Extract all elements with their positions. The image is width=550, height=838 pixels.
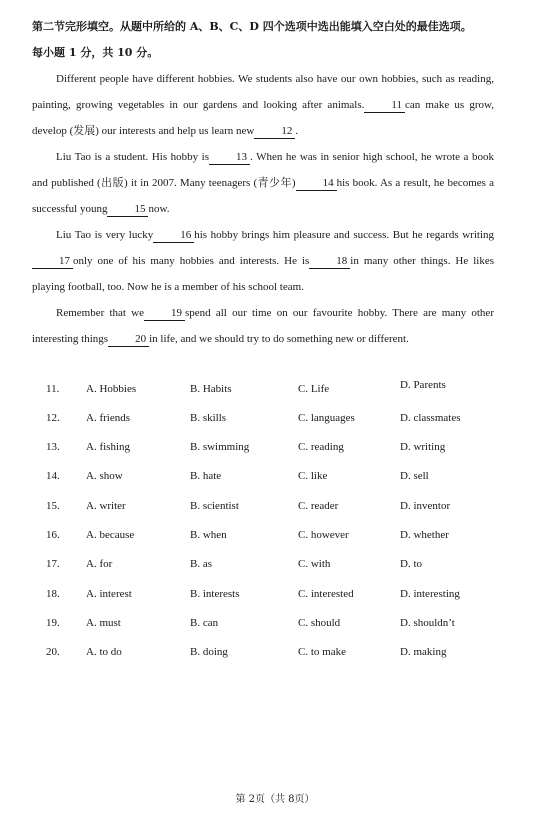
question-row-20	[0, 646, 550, 666]
option-b: B. as	[190, 558, 212, 570]
option-b: B. interests	[190, 588, 240, 600]
passage-text: Liu Tao is very lucky	[56, 229, 154, 241]
option-b: B. when	[190, 529, 227, 541]
passage-text: now.	[148, 203, 170, 215]
option-a: A. must	[86, 617, 121, 629]
question-number: 20.	[46, 646, 60, 658]
option-d: D. writing	[400, 441, 446, 453]
passage-paragraph-2	[32, 144, 494, 222]
passage-text: . When he was in senior high school, he wrote a book and published (出版) it in 2007. Many teenagers (青少年)	[32, 151, 494, 189]
passage-text: .	[295, 125, 299, 137]
question-number: 11.	[46, 383, 60, 395]
question-row-17	[0, 558, 550, 578]
question-number: 19.	[46, 617, 60, 629]
question-number: 13.	[46, 441, 60, 453]
option-d: D. making	[400, 646, 447, 658]
passage-text: his hobby brings him pleasure and success. But he regards writing	[194, 229, 495, 241]
question-row-16	[0, 529, 550, 549]
cloze-passage	[32, 66, 494, 352]
blank-11: 11	[364, 98, 405, 113]
option-c: C. should	[298, 617, 341, 629]
passage-paragraph-1	[32, 66, 494, 144]
passage-text: Different people have different hobbies. We students also have our own hobbies, such as reading, painting, growing vegetables in our gardens and looking after animals.	[32, 73, 494, 111]
option-a: A. because	[86, 529, 135, 541]
option-d: D. shouldn’t	[400, 617, 455, 629]
option-c: C. Life	[298, 383, 330, 395]
blank-14: 14	[296, 176, 337, 191]
option-c: C. like	[298, 470, 328, 482]
passage-text: Liu Tao is a student. His hobby is	[56, 151, 210, 163]
question-row-15	[0, 500, 550, 520]
option-c: C. languages	[298, 412, 355, 424]
blank-12: 12	[254, 124, 295, 139]
blank-15: 15	[107, 202, 148, 217]
question-number: 12.	[46, 412, 60, 424]
question-number: 17.	[46, 558, 60, 570]
option-d: D. sell	[400, 470, 429, 482]
passage-text: only one of his many hobbies and interests. He is	[73, 255, 310, 267]
question-row-11	[0, 379, 550, 403]
option-c: C. however	[298, 529, 349, 541]
blank-19: 19	[144, 306, 185, 321]
passage-text: spend all our time on our favourite hobby. There are many other interesting things	[32, 307, 494, 345]
question-row-14	[0, 470, 550, 490]
blank-18: 18	[309, 254, 350, 269]
question-number: 14.	[46, 470, 60, 482]
option-c: C. interested	[298, 588, 354, 600]
section-header	[32, 14, 522, 66]
passage-text: his book. As a result, he becomes a successful young	[32, 177, 495, 215]
option-b: B. swimming	[190, 441, 250, 453]
section-scoring: 每小题 1 分，共 10 分。	[32, 46, 159, 59]
passage-text: in life, and we should try to do something new or different.	[149, 333, 409, 345]
question-number: 18.	[46, 588, 60, 600]
option-a: A. to do	[86, 646, 122, 658]
passage-paragraph-3	[32, 222, 494, 300]
section-instructions: 第二节完形填空。从题中所给的 A、B、C、D 四个选项中选出能填入空白处的最佳选项。	[32, 20, 472, 33]
option-d: D. to	[400, 558, 422, 570]
option-c: C. reader	[298, 500, 339, 512]
option-d: D. inventor	[400, 500, 451, 512]
blank-13: 13	[209, 150, 250, 165]
option-b: B. skills	[190, 412, 227, 424]
option-b: B. can	[190, 617, 219, 629]
option-a: A. Hobbies	[86, 383, 137, 395]
option-b: B. doing	[190, 646, 228, 658]
passage-text: can make us grow, develop (发展) our interests and help us learn new	[32, 99, 495, 137]
passage-text: Remember that we	[56, 307, 144, 319]
blank-16: 16	[153, 228, 194, 243]
question-row-19	[0, 617, 550, 637]
option-b: B. Habits	[190, 383, 232, 395]
option-c: C. reading	[298, 441, 344, 453]
question-row-12	[0, 412, 550, 432]
option-a: A. interest	[86, 588, 132, 600]
blank-20: 20	[108, 332, 149, 347]
option-c: C. with	[298, 558, 331, 570]
option-c: C. to make	[298, 646, 346, 658]
question-number: 16.	[46, 529, 60, 541]
option-a: A. fishing	[86, 441, 130, 453]
question-number: 15.	[46, 500, 60, 512]
passage-text: in many other things. He likes playing football, too. Now he is a member of his school team.	[32, 255, 494, 293]
option-a: A. writer	[86, 500, 126, 512]
blank-17: 17	[32, 254, 73, 269]
option-d: D. Parents	[400, 379, 446, 391]
question-row-13	[0, 441, 550, 461]
option-b: B. hate	[190, 470, 222, 482]
passage-paragraph-4	[32, 300, 494, 352]
option-a: A. for	[86, 558, 113, 570]
option-a: A. show	[86, 470, 123, 482]
page-number: 第 2页（共 8页）	[235, 794, 315, 805]
option-d: D. interesting	[400, 588, 460, 600]
question-row-18	[0, 588, 550, 608]
option-a: A. friends	[86, 412, 130, 424]
option-d: D. classmates	[400, 412, 461, 424]
option-d: D. whether	[400, 529, 449, 541]
option-b: B. scientist	[190, 500, 239, 512]
